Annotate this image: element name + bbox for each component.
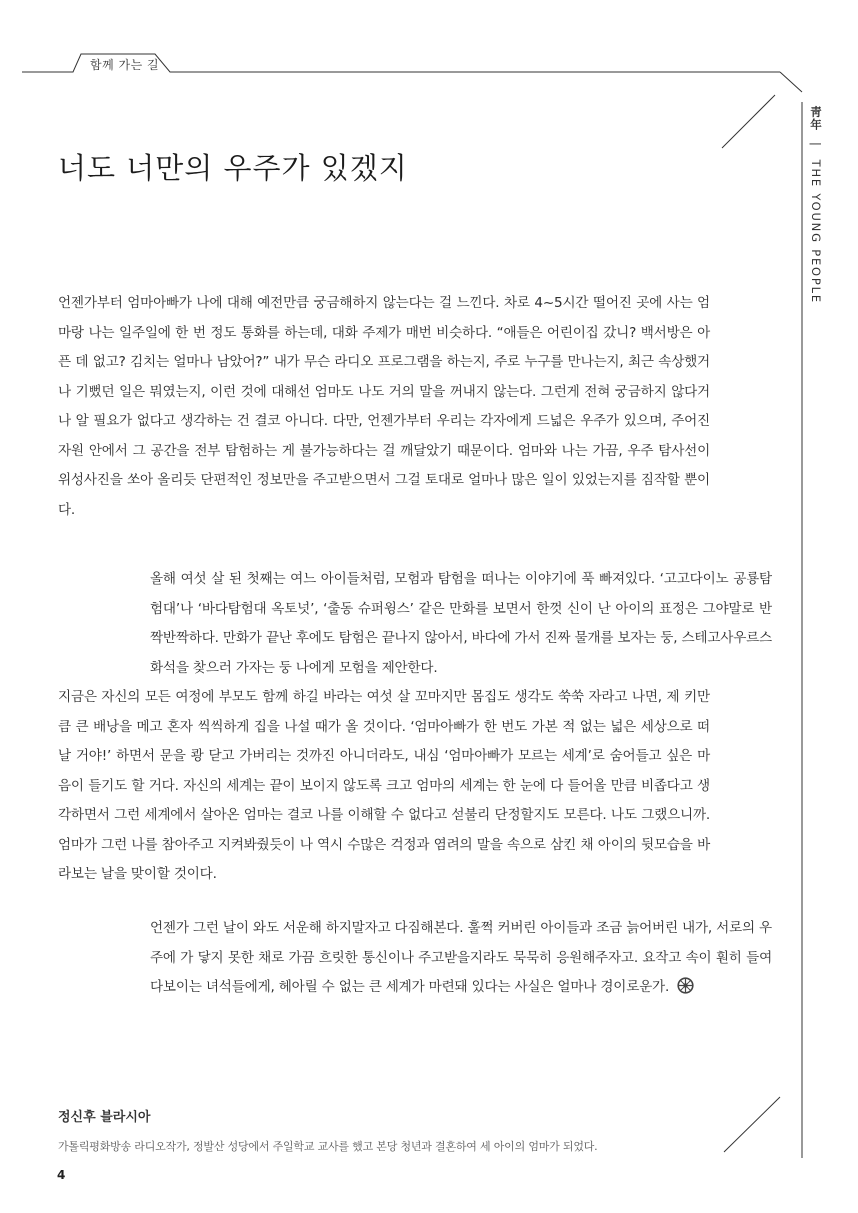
article-paragraph-text: 언젠가 그런 날이 와도 서운해 하지말자고 다짐해본다. 훌쩍 커버린 아이들과 조금 늙어버린 내가, 서로의 우주에 가 닿지 못한 채로 가끔 흐릿한 통신이나 주고받을지라도 묵묵히 응원해주자고. 요작고 속이 훤히 들여다보이는 녀석들에게, 헤아릴 수 없는 큰 세계가 마련돼 있다는 사실은 얼마나 경이로운가. — [150, 920, 772, 995]
section-tab-label: 함께 가는 길 — [90, 58, 160, 72]
side-running-label — [804, 106, 824, 306]
end-mark-icon — [677, 976, 694, 1006]
side-label-divider: | — [809, 142, 823, 149]
author-name: 정신후 블라시아 — [58, 1110, 151, 1125]
author-bio: 가톨릭평화방송 라디오작가, 정발산 성당에서 주일학교 교사를 했고 본당 청년과 결혼하여 세 아이의 엄마가 되었다. — [58, 1140, 598, 1153]
article-paragraph: 올해 여섯 살 된 첫째는 여느 아이들처럼, 모험과 탐험을 떠나는 이야기에 푹 빠져있다. ‘고고다이노 공룡탐험대’나 ‘바다탐험대 옥토넛’, ‘출동 슈퍼윙스’ 같은 만화를 보면서 한껏 신이 난 아이의 표정은 그야말로 반짝반짝하다. 만화가 끝난 후에도 탐험은 끝나지 않아서, 바다에 가서 진짜 물개를 보자는 둥, 스테고사우르스 화석을 찾으러 가자는 둥 나에게 모험을 제안한다. — [150, 571, 772, 676]
article-paragraph: 지금은 자신의 모든 여정에 부모도 함께 하길 바라는 여섯 살 꼬마지만 몸집도 생각도 쑥쑥 자라고 나면, 제 키만큼 큰 배낭을 메고 혼자 씩씩하게 집을 나설 때가 올 것이다. ‘엄마아빠가 한 번도 가본 적 없는 넓은 세상으로 떠날 거야!’ 하면서 문을 쾅 닫고 가버리는 것까진 아니더라도, 내심 ‘엄마아빠가 모르는 세계’로 숨어들고 싶은 마음이 들기도 할 거다. 자신의 세계는 끝이 보이지 않도록 크고 엄마의 세계는 한 눈에 다 들어올 만큼 비좁다고 생각하면서 그런 세계에서 살아온 엄마는 결코 나를 이해할 수 없다고 섣불리 단정할지도 모른다. 나도 그랬으니까. 엄마가 그런 나를 참아주고 지켜봐줬듯이 나 역시 수많은 걱정과 염려의 말을 속으로 삼킨 채 아이의 뒷모습을 바라보는 날을 맞이할 것이다. — [58, 689, 710, 882]
article-title: 너도 너만의 우주가 있겠지 — [58, 151, 408, 185]
page-number: 4 — [57, 1168, 66, 1182]
side-label-english: THE YOUNG PEOPLE — [809, 159, 823, 304]
side-label-hanja: 靑年 — [809, 106, 823, 131]
article-paragraph-final — [150, 914, 772, 1006]
article-paragraph: 언젠가부터 엄마아빠가 나에 대해 예전만큼 궁금해하지 않는다는 걸 느낀다. 차로 4~5시간 떨어진 곳에 사는 엄마랑 나는 일주일에 한 번 정도 통화를 하는데, 대화 주제가 매번 비슷하다. “애들은 어린이집 갔니? 백서방은 아픈 데 없고? 김치는 얼마나 남았어?” 내가 무슨 라디오 프로그램을 하는지, 주로 누구를 만나는지, 최근 속상했거나 기뻤던 일은 뭐였는지, 이런 것에 대해선 엄마도 나도 거의 말을 꺼내지 않는다. 그런게 전혀 궁금하지 않다거나 알 필요가 없다고 생각하는 건 결코 아니다. 다만, 언젠가부터 우리는 각자에게 드넓은 우주가 있으며, 주어진 자원 안에서 그 공간을 전부 탐험하는 게 불가능하다는 걸 깨달았기 때문이다. 엄마와 나는 가끔, 우주 탐사선이 위성사진을 쏘아 올리듯 단편적인 정보만을 주고받으면서 그걸 토대로 얼마나 많은 일이 있었는지를 짐작할 뿐이다. — [58, 295, 710, 518]
